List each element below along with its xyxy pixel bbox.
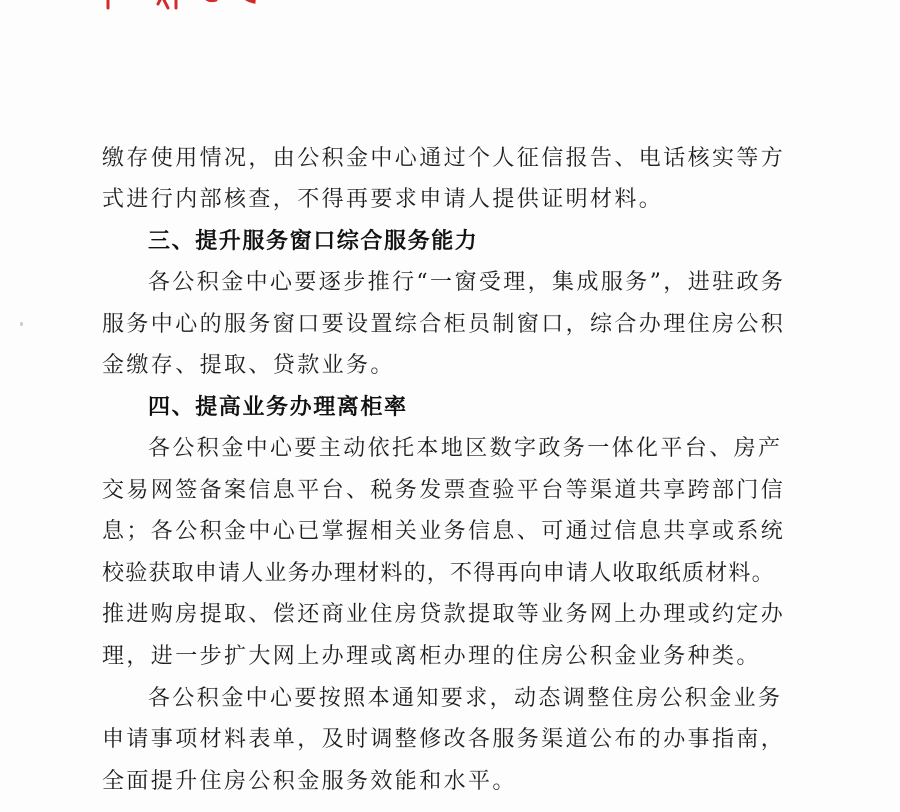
paragraph-line: 申请事项材料表单，及时调整修改各服务渠道公布的办事指南， xyxy=(102,727,786,752)
paragraph-line: 理，进一步扩大网上办理或离柜办理的住房公积金业务种类。 xyxy=(102,644,761,669)
paragraph-line: 服务中心的服务窗口要设置综合柜员制窗口，综合办理住房公积 xyxy=(102,312,786,337)
paragraph-line: 交易网签备案信息平台、税务发票查验平台等渠道共享跨部门信 xyxy=(102,478,786,503)
paragraph-line: 全面提升住房公积金服务效能和水平。 xyxy=(102,769,517,794)
paragraph-line: 息；各公积金中心已掌握相关业务信息、可通过信息共享或系统 xyxy=(102,519,786,544)
red-stamp-icon xyxy=(96,0,276,12)
paragraph-line: 各公积金中心要主动依托本地区数字政务一体化平台、房产 xyxy=(148,436,783,461)
section-heading-4: 四、提高业务办理离柜率 xyxy=(148,395,408,420)
paragraph-line: 各公积金中心要按照本通知要求，动态调整住房公积金业务 xyxy=(148,686,783,711)
paragraph-line: 各公积金中心要逐步推行“一窗受理，集成服务”，进驻政务 xyxy=(148,270,786,295)
paragraph-line: 缴存使用情况，由公积金中心通过个人征信报告、电话核实等方 xyxy=(102,146,786,171)
red-header-fragment xyxy=(96,0,276,12)
section-heading-3: 三、提升服务窗口综合服务能力 xyxy=(148,229,479,254)
paragraph-line: 式进行内部核查，不得再要求申请人提供证明材料。 xyxy=(102,187,664,212)
paragraph-line: 校验获取申请人业务办理材料的，不得再向申请人收取纸质材料。 xyxy=(102,561,775,586)
scan-speck xyxy=(20,322,23,326)
paragraph-line: 金缴存、提取、贷款业务。 xyxy=(102,353,395,378)
paragraph-line: 推进购房提取、偿还商业住房贷款提取等业务网上办理或约定办 xyxy=(102,602,786,627)
